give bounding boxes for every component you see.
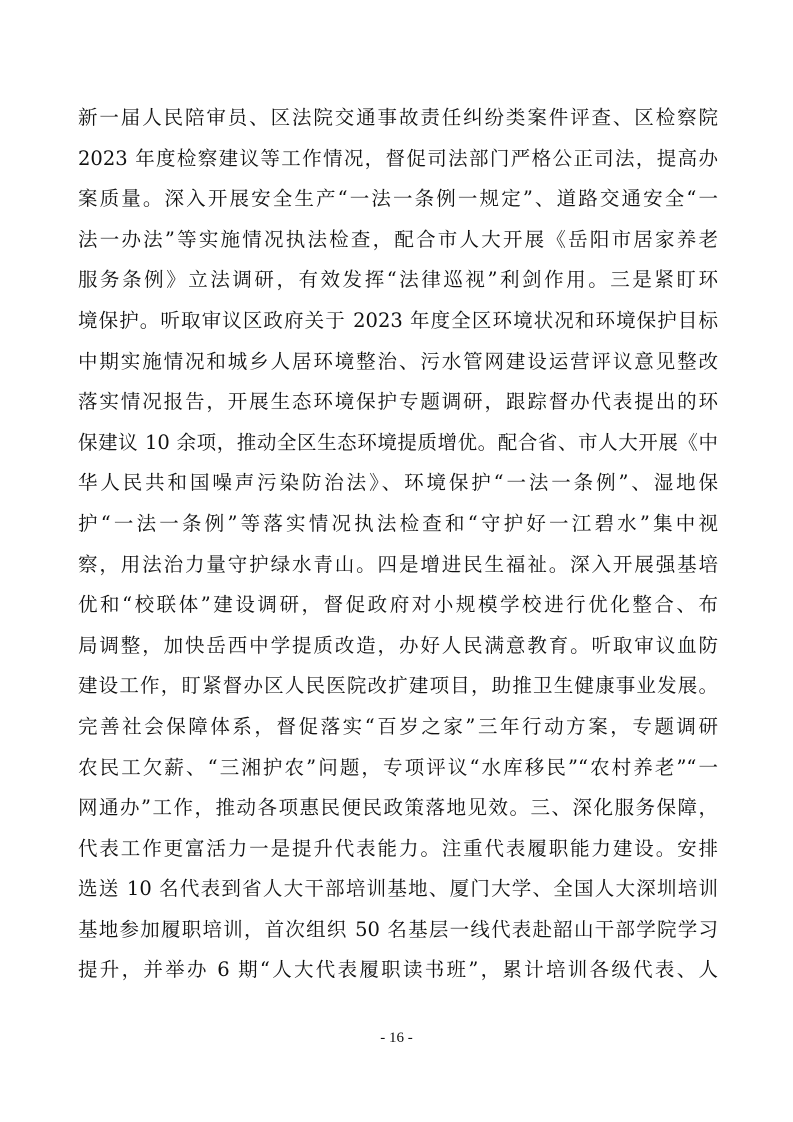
body-text — [78, 98, 718, 991]
text-line: 新一届人民陪审员、区法院交通事故责任纠纷类案件评查、区检察院 — [78, 106, 718, 129]
page-number: - 16 - — [380, 1030, 413, 1046]
text-line: 提升，并举办 6 期“人大代表履职读书班”，累计培训各级代表、人 — [78, 958, 718, 982]
text-line: 察，用法治力量守护绿水青山。四是增进民生福祉。深入开展强基培 — [78, 552, 718, 576]
text-line: 落实情况报告，开展生态环境保护专题调研，跟踪督办代表提出的环 — [78, 390, 718, 414]
text-line: 代表工作更富活力一是提升代表能力。注重代表履职能力建设。安排 — [78, 836, 718, 860]
text-line: 建设工作，盯紧督办区人民医院改扩建项目，助推卫生健康事业发展。 — [78, 674, 718, 698]
text-line: 局调整，加快岳西中学提质改造，办好人民满意教育。听取审议血防 — [78, 633, 718, 657]
text-line: 完善社会保障体系，督促落实“百岁之家”三年行动方案，专题调研 — [78, 714, 718, 738]
text-line: 案质量。深入开展安全生产“一法一条例一规定”、道路交通安全“一 — [78, 187, 718, 211]
text-line: 基地参加履职培训，首次组织 50 名基层一线代表赴韶山干部学院学习 — [78, 917, 718, 941]
text-line: 境保护。听取审议区政府关于 2023 年度全区环境状况和环境保护目标 — [78, 308, 718, 332]
text-line: 法一办法”等实施情况执法检查，配合市人大开展《岳阳市居家养老 — [78, 227, 718, 251]
text-line: 农民工欠薪、“三湘护农”问题，专项评议“水库移民”“农村养老”“一 — [78, 755, 718, 779]
text-line: 护“一法一条例”等落实情况执法检查和“守护好一江碧水”集中视 — [78, 511, 718, 535]
text-line: 华人民共和国噪声污染防治法》、环境保护“一法一条例”、湿地保 — [78, 471, 718, 495]
text-line: 保建议 10 余项，推动全区生态环境提质增优。配合省、市人大开展《中 — [78, 430, 718, 454]
text-line: 网通办”工作，推动各项惠民便民政策落地见效。三、深化服务保障， — [78, 796, 718, 820]
text-line: 2023 年度检察建议等工作情况，督促司法部门严格公正司法，提高办 — [78, 146, 718, 170]
text-line: 服务条例》立法调研，有效发挥“法律巡视”利剑作用。三是紧盯环 — [78, 268, 718, 292]
text-line: 中期实施情况和城乡人居环境整治、污水管网建设运营评议意见整改 — [78, 349, 718, 373]
text-line: 优和“校联体”建设调研，督促政府对小规模学校进行优化整合、布 — [78, 593, 718, 617]
text-line: 选送 10 名代表到省人大干部培训基地、厦门大学、全国人大深圳培训 — [78, 877, 718, 901]
